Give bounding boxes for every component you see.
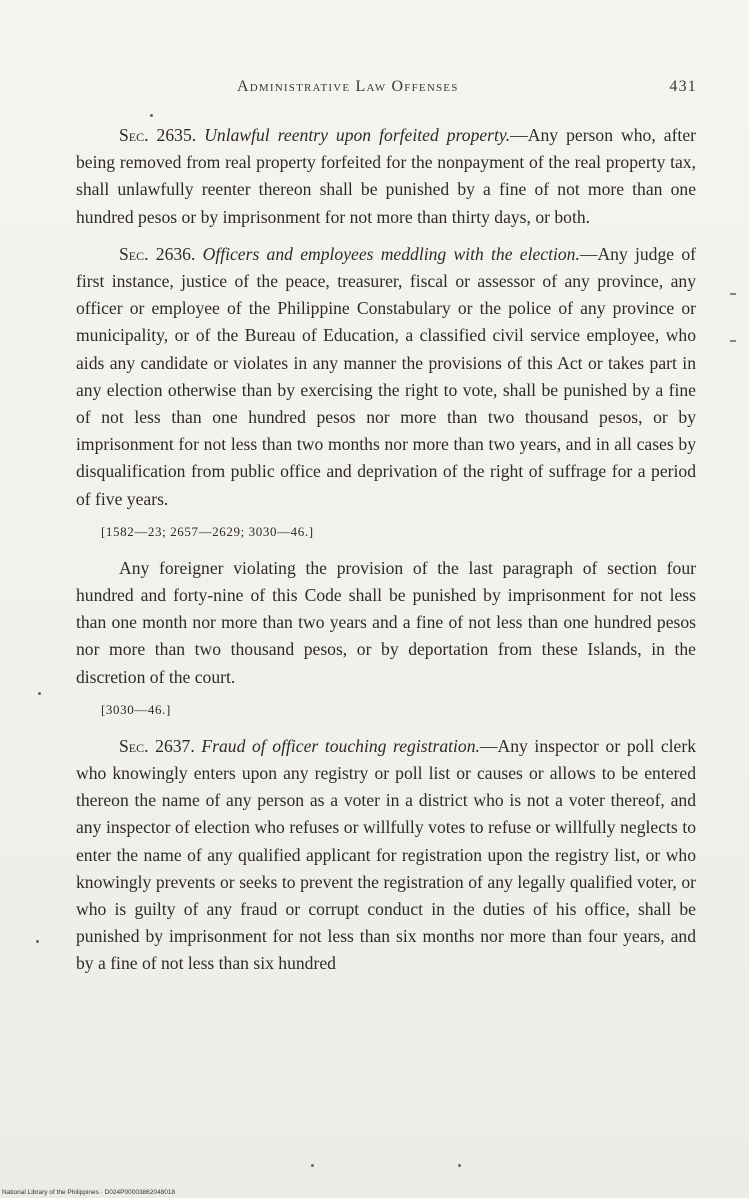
section-title: Officers and employees meddling with the election. [202, 243, 580, 264]
page-number: 431 [669, 78, 697, 95]
section-2636-foreigner-paragraph: Any foreigner violating the provision of the last paragraph of section four hundred and forty-nine of this Code shall be punished by imprisonment for not less than one month nor more than two years and a fine of not less than one hundred pesos nor more than two thousand pesos, or by deportation from these Islands, in the discretion of the court. [76, 557, 696, 687]
page-header [237, 78, 697, 104]
scan-speck [458, 1164, 461, 1167]
section-label: Sec. 2635. [119, 125, 197, 145]
section-label: Sec. 2637. [119, 735, 195, 756]
margin-mark [730, 340, 736, 342]
section-title: Fraud of officer touching registration. [201, 735, 480, 756]
section-label: Sec. 2636. [119, 243, 196, 264]
margin-mark [730, 293, 736, 295]
scan-speck [36, 940, 39, 943]
scan-footer: National Library of the Philippines · D024P00003862048018 [2, 1189, 176, 1196]
scan-speck [150, 114, 153, 117]
section-body: —Any inspector or poll clerk who knowingly enters upon any registry or poll list or causes or allows to be entered thereon the name of any person as a voter in a district who is not a voter thereof, and any inspector of election who refuses or willfully votes to refuse or willfully neglects to enter the name of any qualified applicant for registration upon the registry list, or who knowingly prevents or seeks to prevent the registration of any legally qualified voter, or who is guilty of any fraud or corrupt conduct in the duties of his office, shall be punished by imprisonment for not less than six months nor more than four years, and by a fine of not less than six hundred [76, 735, 696, 974]
section-body: —Any person who, after being removed from real property forfeited for the nonpayment of the real property tax, shall unlawfully reenter thereon shall be punished by a fine of not more than one hundred pesos or by imprisonment for not more than thirty days, or both. [76, 125, 696, 227]
section-citation: [3030—46.] [101, 701, 171, 717]
page-body [76, 122, 696, 988]
section-2637 [76, 733, 696, 978]
section-2636 [76, 241, 696, 513]
section-title: Unlawful reentry upon forfeited property. [204, 125, 511, 145]
section-citation: [1582—23; 2657—2629; 3030—46.] [101, 523, 314, 539]
running-title: Administrative Law Offenses [237, 78, 459, 95]
section-2635 [76, 122, 696, 231]
section-body: —Any judge of first instance, justice of the peace, treasurer, fiscal or assessor of any province, any officer or employee of the Philippine Constabulary or the police of any province or municipality, or of the Bureau of Education, a classified civil service employee, who aids any candidate or violates in any manner the provisions of this Act or takes part in any election otherwise than by exercising the right to vote, shall be punished by a fine of not less than one hundred pesos nor more than two thousand pesos, or by imprisonment for not less than two months nor more than two years, and in all cases by disqualification from public office and deprivation of the right of suffrage for a period of five years. [76, 243, 696, 509]
scan-speck [311, 1164, 314, 1167]
scan-speck [38, 692, 41, 695]
